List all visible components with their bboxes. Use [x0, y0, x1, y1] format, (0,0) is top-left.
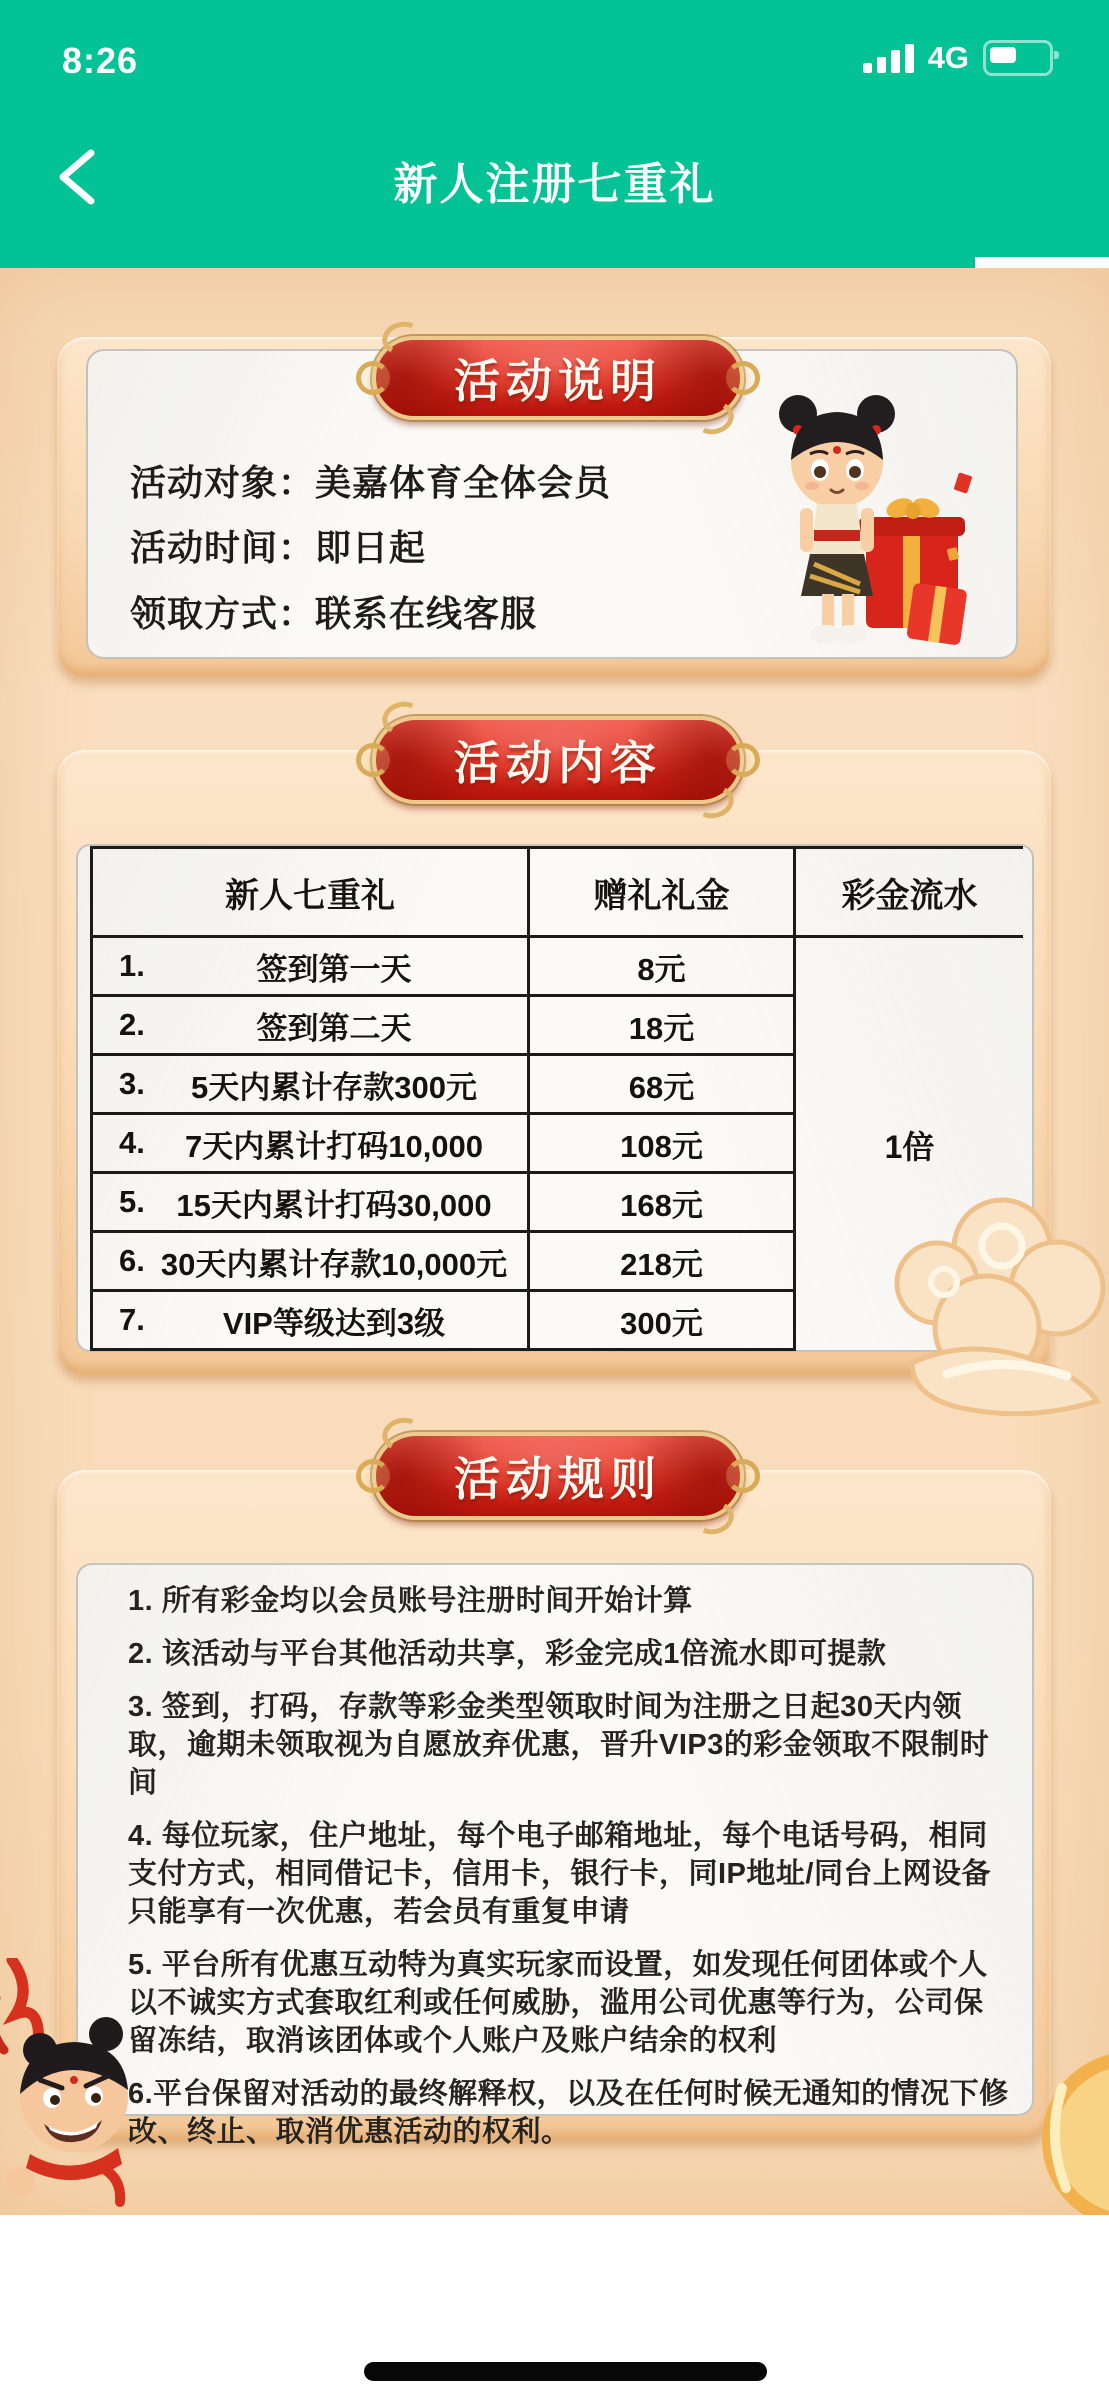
- table-row-4-bonus: 108元: [530, 1115, 796, 1174]
- table-row-5-task: 5. 15天内累计打码30,000: [93, 1174, 530, 1233]
- table-wager-merged-cell: 1倍: [884, 1128, 935, 1165]
- rewards-table: [90, 846, 1023, 1351]
- cellular-signal-icon: [863, 43, 914, 73]
- table-header-wager: 彩金流水: [796, 849, 1023, 938]
- table-row-6-task: 6. 30天内累计存款10,000元: [93, 1233, 530, 1292]
- rules-list: [128, 1582, 1012, 2166]
- network-type-label: 4G: [927, 40, 969, 75]
- page-title: 新人注册七重礼: [393, 160, 716, 209]
- table-row-1-task: 1. 签到第一天: [93, 938, 530, 997]
- table-row-3-bonus: 68元: [530, 1056, 796, 1115]
- battery-icon: [983, 40, 1053, 76]
- activity-time-line: 活动时间：即日起: [130, 527, 427, 568]
- banner-activity-description: [372, 336, 744, 420]
- table-row-7-bonus: 300元: [530, 1292, 796, 1351]
- table-row-6-bonus: 218元: [530, 1233, 796, 1292]
- promo-content: [0, 268, 1109, 2215]
- status-right-cluster: [863, 40, 1053, 76]
- banner-activity-content: [372, 716, 744, 804]
- activity-target-line: 活动对象：美嘉体育全体会员: [130, 462, 612, 503]
- rule-item-3: 3. 签到，打码，存款等彩金类型领取时间为注册之日起30天内领取，逾期未领取视为自愿放弃优惠，晋升VIP3的彩金领取不限制时间: [128, 1691, 990, 1799]
- activity-claim-line: 领取方式：联系在线客服: [130, 593, 538, 634]
- table-header-task: 新人七重礼: [93, 849, 530, 938]
- table-row-2-task: 2. 签到第二天: [93, 997, 530, 1056]
- status-bar: [0, 40, 1109, 81]
- rule-item-6: 6.平台保留对活动的最终解释权，以及在任何时候无通知的情况下修改、终止、取消优惠活动的权利。: [128, 2078, 1009, 2148]
- banner-activity-content-label: 活动内容: [454, 737, 662, 789]
- table-row-3-task: 3. 5天内累计存款300元: [93, 1056, 530, 1115]
- table-row-2-bonus: 18元: [530, 997, 796, 1056]
- rule-item-1: 1. 所有彩金均以会员账号注册时间开始计算: [128, 1585, 693, 1617]
- banner-activity-description-label: 活动说明: [454, 355, 662, 407]
- table-row-7-task: 7. VIP等级达到3级: [93, 1292, 530, 1351]
- status-time: 8:26: [62, 40, 139, 81]
- table-header-bonus: 赠礼礼金: [530, 849, 796, 938]
- table-row-5-bonus: 168元: [530, 1174, 796, 1233]
- rule-item-2: 2. 该活动与平台其他活动共享，彩金完成1倍流水即可提款: [128, 1638, 887, 1670]
- app-header: [0, 0, 1109, 268]
- table-row-1-bonus: 8元: [530, 938, 796, 997]
- rule-item-4: 4. 每位玩家，住户地址，每个电子邮箱地址，每个电话号码，相同支付方式，相同借记卡，信用卡，银行卡，同IP地址/同台上网设备只能享有一次优惠，若会员有重复申请: [128, 1820, 991, 1928]
- rule-item-5: 5. 平台所有优惠互动特为真实玩家而设置，如发现任何团体或个人以不诚实方式套取红利或任何威胁，滥用公司优惠等行为，公司保留冻结，取消该团体或个人账户及账户结余的权利: [128, 1949, 988, 2057]
- banner-activity-rules-label: 活动规则: [454, 1453, 662, 1505]
- table-row-4-task: 4. 7天内累计打码10,000: [93, 1115, 530, 1174]
- banner-activity-rules: [372, 1432, 744, 1520]
- home-indicator-bar[interactable]: [364, 2362, 767, 2381]
